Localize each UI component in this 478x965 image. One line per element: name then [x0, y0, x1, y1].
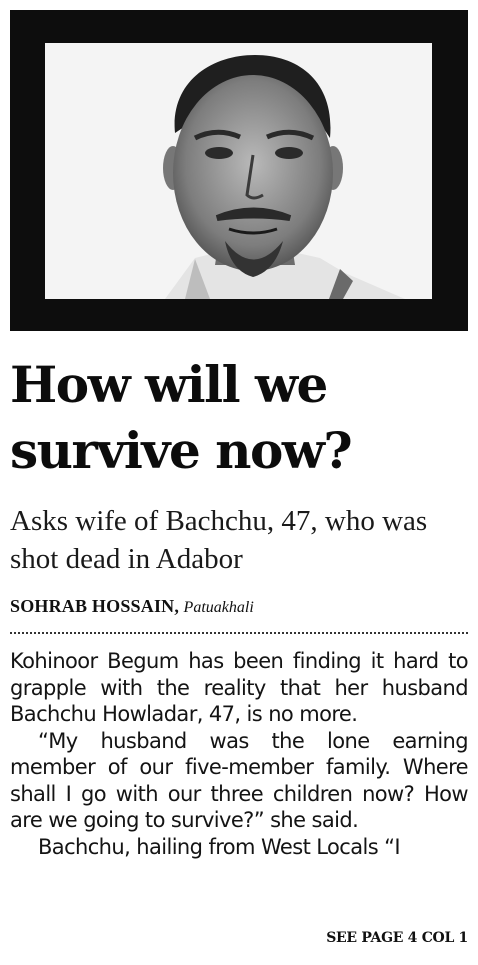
- byline-author: SOHRAB HOSSAIN,: [10, 596, 180, 616]
- subheadline: Asks wife of Bachchu, 47, who was shot dead in Adabor: [10, 505, 428, 575]
- byline-location: Patuakhali: [183, 599, 254, 616]
- headline: How will we survive now?: [10, 355, 352, 480]
- portrait-illustration: [45, 43, 432, 299]
- body-paragraph-2: “My husband was the lone earning member of our five-member family. Where shall I go with our three children now? How are we going to survive?” she said.: [10, 728, 468, 832]
- photo-frame: [10, 10, 468, 331]
- body-paragraph-3: Bachchu, hailing from West Locals “I: [38, 834, 401, 859]
- continuation-jump: SEE PAGE 4 COL 1: [326, 930, 468, 946]
- article-body: [10, 648, 468, 860]
- dotted-divider: [10, 632, 468, 634]
- portrait-photo: [45, 43, 432, 299]
- body-paragraph-1: Kohinoor Begum has been finding it hard to grapple with the reality that her husband Bachchu Howladar, 47, is no more.: [10, 649, 468, 726]
- byline: [10, 594, 470, 620]
